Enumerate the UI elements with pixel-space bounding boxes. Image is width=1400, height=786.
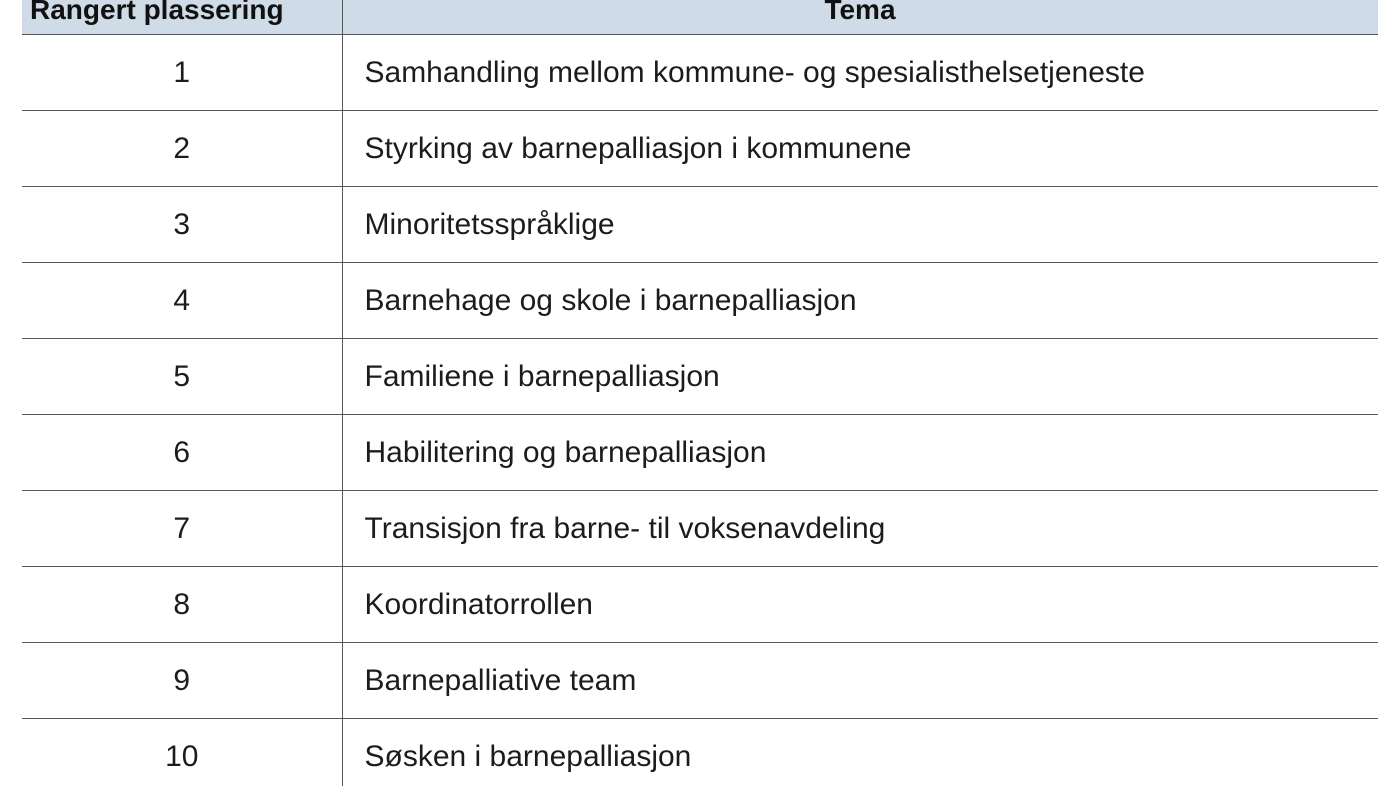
table-row (22, 491, 1378, 567)
theme-cell: Styrking av barnepalliasjon i kommunene (342, 111, 1378, 187)
ranking-table-container (22, 0, 1378, 786)
column-header-theme: Tema (342, 0, 1378, 35)
theme-cell: Familiene i barnepalliasjon (342, 339, 1378, 415)
table-row (22, 643, 1378, 719)
table-row (22, 415, 1378, 491)
theme-cell: Transisjon fra barne- til voksenavdeling (342, 491, 1378, 567)
rank-cell: 1 (22, 35, 342, 111)
rank-cell: 2 (22, 111, 342, 187)
header-row (22, 0, 1378, 35)
table-row (22, 111, 1378, 187)
table-row (22, 567, 1378, 643)
table-row (22, 187, 1378, 263)
theme-cell: Koordinatorrollen (342, 567, 1378, 643)
table-row (22, 263, 1378, 339)
column-header-rank: Rangert plassering (22, 0, 342, 35)
rank-cell: 6 (22, 415, 342, 491)
ranking-table (22, 0, 1378, 786)
rank-cell: 10 (22, 719, 342, 786)
theme-cell: Samhandling mellom kommune- og spesialisthelsetjeneste (342, 35, 1378, 111)
table-body (22, 35, 1378, 786)
theme-cell: Minoritetsspråklige (342, 187, 1378, 263)
rank-cell: 8 (22, 567, 342, 643)
table-header (22, 0, 1378, 35)
rank-cell: 9 (22, 643, 342, 719)
rank-cell: 3 (22, 187, 342, 263)
theme-cell: Habilitering og barnepalliasjon (342, 415, 1378, 491)
theme-cell: Barnepalliative team (342, 643, 1378, 719)
table-row (22, 35, 1378, 111)
rank-cell: 7 (22, 491, 342, 567)
theme-cell: Søsken i barnepalliasjon (342, 719, 1378, 786)
table-row (22, 719, 1378, 786)
rank-cell: 5 (22, 339, 342, 415)
table-row (22, 339, 1378, 415)
rank-cell: 4 (22, 263, 342, 339)
theme-cell: Barnehage og skole i barnepalliasjon (342, 263, 1378, 339)
